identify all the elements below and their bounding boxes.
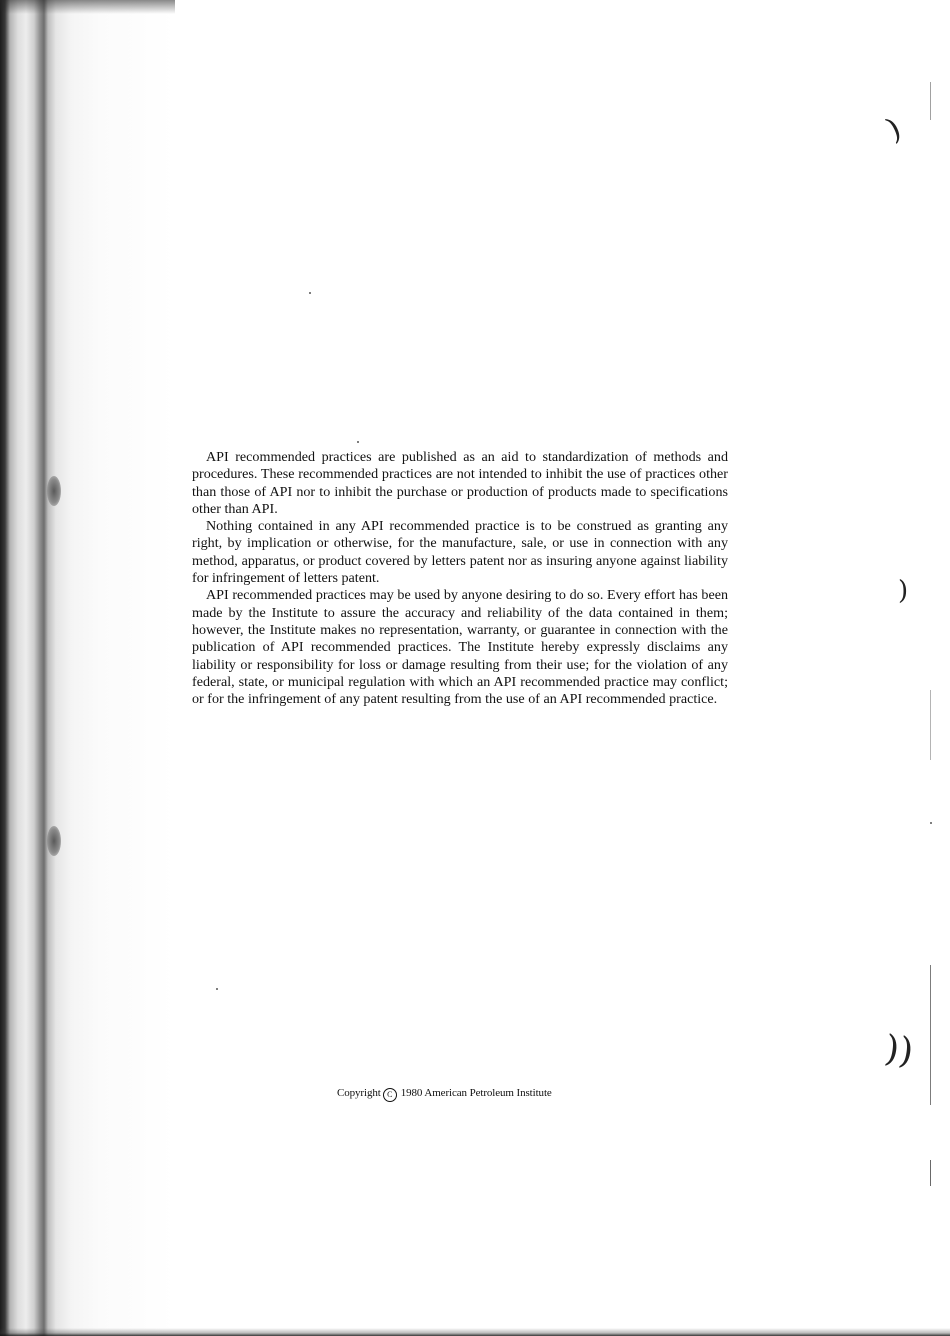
paragraph-patent: Nothing contained in any API recommended practice is to be construed as granting any right, by implication or otherwise, for the manufacture, sale, or use in connection with any method, apparatus, or product covered by letters patent nor as insuring anyone against liability for infringement of letters patent. bbox=[192, 518, 728, 587]
copyright-text: 1980 American Petroleum Institute bbox=[400, 1087, 552, 1099]
binding-top-shadow bbox=[0, 0, 175, 14]
disclaimer-text bbox=[192, 449, 728, 708]
scan-line-1 bbox=[930, 82, 931, 120]
scan-line-2 bbox=[930, 690, 931, 760]
scan-speck bbox=[309, 292, 311, 294]
paragraph-liability: API recommended practices may be used by anyone desiring to do so. Every effort has been made by the Institute to assure the accuracy and reliability of the data contained in them; however, the Institute makes no representation, warranty, or guarantee in connection with the publication of API recommended practices. The Institute hereby expressly disclaims any liability or responsibility for loss or damage resulting from their use; for the violation of any federal, state, or municipal regulation with which an API recommended practice may conflict; or for the infringement of any patent resulting from the use of an API recommended practice. bbox=[192, 587, 728, 708]
copyright-notice bbox=[337, 1087, 552, 1102]
scan-line-4 bbox=[930, 1160, 931, 1186]
scan-mark-middle: ) bbox=[898, 576, 909, 606]
copyright-icon: C bbox=[383, 1088, 397, 1102]
punch-hole-top bbox=[47, 476, 61, 506]
paragraph-standardization: API recommended practices are published as an aid to standardization of methods and procedures. These recommended practices are not intended to inhibit the use of practices other than those of API nor to inhibit the purchase or production of products made to specifications other than API. bbox=[192, 449, 728, 517]
scan-speck bbox=[930, 822, 932, 824]
scan-mark-bottom: )) bbox=[882, 1028, 916, 1073]
copyright-label: Copyright bbox=[337, 1087, 381, 1099]
punch-hole-bottom bbox=[47, 826, 61, 856]
scan-mark-top: ) bbox=[881, 111, 907, 148]
binding-shadow bbox=[0, 0, 175, 1336]
scan-line-3 bbox=[930, 965, 931, 1105]
scan-speck bbox=[216, 988, 218, 990]
scan-speck bbox=[357, 441, 359, 443]
page-bottom-edge bbox=[0, 1328, 950, 1336]
